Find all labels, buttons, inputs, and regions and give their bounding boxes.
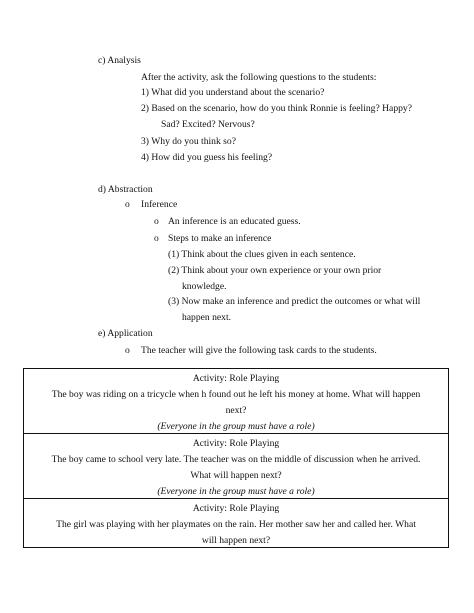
task-card-text: What will happen next? <box>190 470 282 481</box>
task-card-text: The girl was playing with her playmates on the rain. Her mother saw her and called her. What <box>56 519 416 530</box>
bullet-icon: o <box>125 199 130 210</box>
inference-label: Inference <box>141 199 178 210</box>
task-card-cell <box>24 499 449 548</box>
task-card <box>24 434 449 499</box>
analysis-question-2-continued: Sad? Excited? Nervous? <box>161 119 255 130</box>
abstraction-heading: d) Abstraction <box>98 184 153 195</box>
task-card-text: will happen next? <box>201 535 271 546</box>
bullet-icon: o <box>125 345 130 356</box>
task-card-title: Activity: Role Playing <box>192 503 280 514</box>
step-3-continued: happen next. <box>182 312 232 323</box>
task-card-text: The boy came to school very late. The teacher was on the middle of discussion when he arrived. <box>51 454 421 465</box>
analysis-intro: After the activity, ask the following questions to the students: <box>141 72 377 83</box>
step-2-continued: knowledge. <box>182 281 227 292</box>
task-card-title: Activity: Role Playing <box>192 438 280 449</box>
step-2: (2) Think about your own experience or your own prior <box>168 265 382 276</box>
task-card-text: The boy was riding on a tricycle when h found out he left his money at home. What will happen <box>51 389 421 400</box>
sub-bullet-icon: o <box>154 233 159 244</box>
task-card-note: (Everyone in the group must have a role) <box>157 421 315 432</box>
analysis-heading: c) Analysis <box>98 55 141 66</box>
task-card <box>24 369 449 434</box>
task-card-cell <box>24 434 449 499</box>
task-card-title: Activity: Role Playing <box>192 373 280 384</box>
application-instruction: The teacher will give the following task cards to the students. <box>141 345 377 356</box>
application-heading: e) Application <box>98 328 153 339</box>
task-cards-table <box>23 368 449 548</box>
steps-label: Steps to make an inference <box>168 233 272 244</box>
task-card-note: (Everyone in the group must have a role) <box>157 486 315 497</box>
task-card-cell <box>24 369 449 434</box>
analysis-question-1: 1) What did you understand about the scenario? <box>141 87 325 98</box>
task-card-text: next? <box>225 405 247 416</box>
step-3: (3) Now make an inference and predict the outcomes or what will <box>168 296 421 307</box>
inference-definition: An inference is an educated guess. <box>168 216 301 227</box>
step-1: (1) Think about the clues given in each sentence. <box>168 249 356 260</box>
analysis-question-4: 4) How did you guess his feeling? <box>141 152 273 163</box>
analysis-question-3: 3) Why do you think so? <box>141 136 236 147</box>
sub-bullet-icon: o <box>154 216 159 227</box>
task-card <box>24 499 449 548</box>
analysis-question-2: 2) Based on the scenario, how do you think Ronnie is feeling? Happy? <box>141 103 412 114</box>
